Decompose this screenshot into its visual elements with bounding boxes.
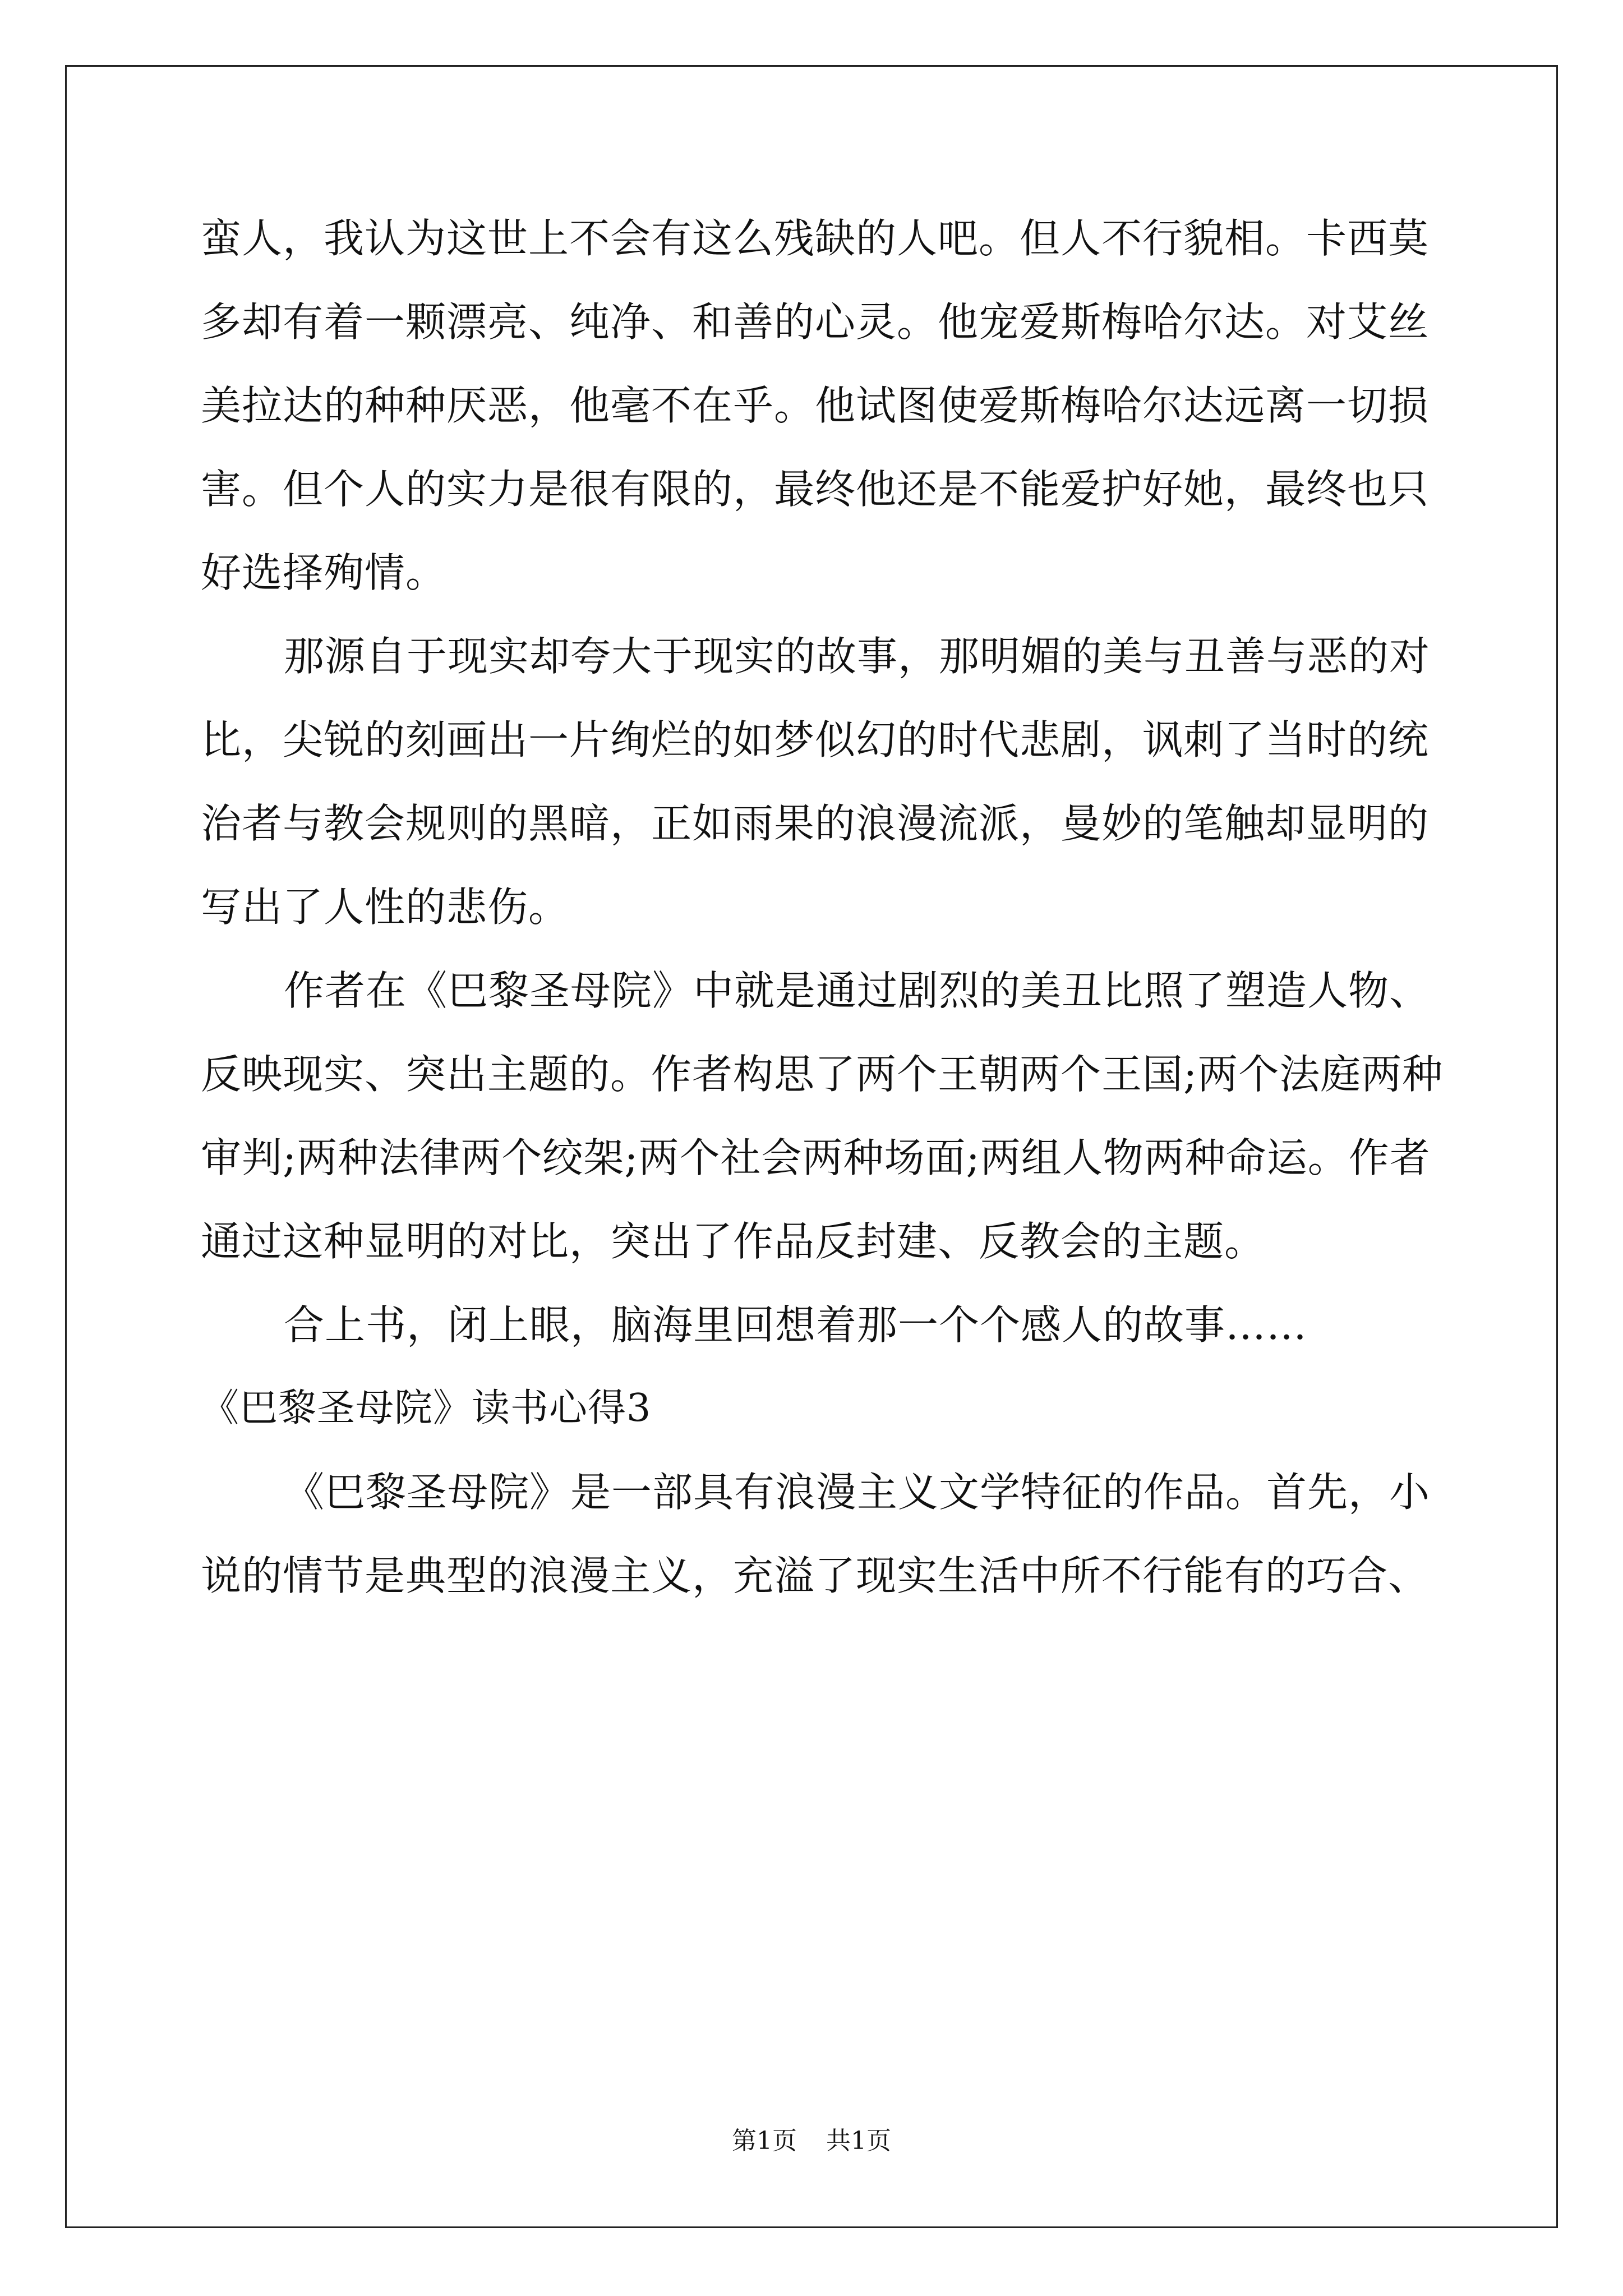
text-line: 多却有着一颗漂亮、纯净、和善的心灵。他宠爱斯梅哈尔达。对艾丝 bbox=[201, 298, 1430, 346]
text-line: 好选择殉情。 bbox=[201, 549, 447, 596]
text-line: 害。但个人的实力是很有限的，最终他还是不能爱护好她，最终也只 bbox=[201, 466, 1430, 513]
text-line: 反映现实、突出主题的。作者构思了两个王朝两个王国;两个法庭两种 bbox=[201, 1051, 1444, 1098]
text-line: 美拉达的种种厌恶，他毫不在乎。他试图使爱斯梅哈尔达远离一切损 bbox=[201, 382, 1430, 429]
page-number-current: 第1页 bbox=[732, 2127, 797, 2155]
text-line: 通过这种显明的对比，突出了作品反封建、反教会的主题。 bbox=[201, 1218, 1266, 1265]
text-line: 写出了人性的悲伤。 bbox=[201, 884, 570, 931]
page-footer bbox=[0, 2120, 1623, 2156]
paragraph-start-line: 合上书，闭上眼，脑海里回想着那一个个感人的故事…… bbox=[284, 1301, 1308, 1349]
text-line: 比，尖锐的刻画出一片绚烂的如梦似幻的时代悲剧，讽刺了当时的统 bbox=[201, 716, 1430, 763]
text-line: 说的情节是典型的浪漫主义，充溢了现实生活中所不行能有的巧合、 bbox=[201, 1552, 1430, 1599]
page-number-total: 共1页 bbox=[826, 2127, 891, 2155]
text-line: 审判;两种法律两个绞架;两个社会两种场面;两组人物两种命运。作者 bbox=[201, 1134, 1431, 1181]
text-line: 蛮人，我认为这世上不会有这么残缺的人吧。但人不行貌相。卡西莫 bbox=[201, 215, 1430, 262]
text-line: 治者与教会规则的黑暗，正如雨果的浪漫流派，曼妙的笔触却显明的 bbox=[201, 800, 1430, 847]
section-heading: 《巴黎圣母院》读书心得3 bbox=[201, 1386, 652, 1430]
paragraph-start-line: 作者在《巴黎圣母院》中就是通过剧烈的美丑比照了塑造人物、 bbox=[284, 967, 1431, 1014]
paragraph-start-line: 《巴黎圣母院》是一部具有浪漫主义文学特征的作品。首先，小 bbox=[284, 1469, 1431, 1516]
paragraph-start-line: 那源自于现实却夸大于现实的故事，那明媚的美与丑善与恶的对 bbox=[284, 633, 1431, 680]
document-body bbox=[201, 213, 1444, 1634]
